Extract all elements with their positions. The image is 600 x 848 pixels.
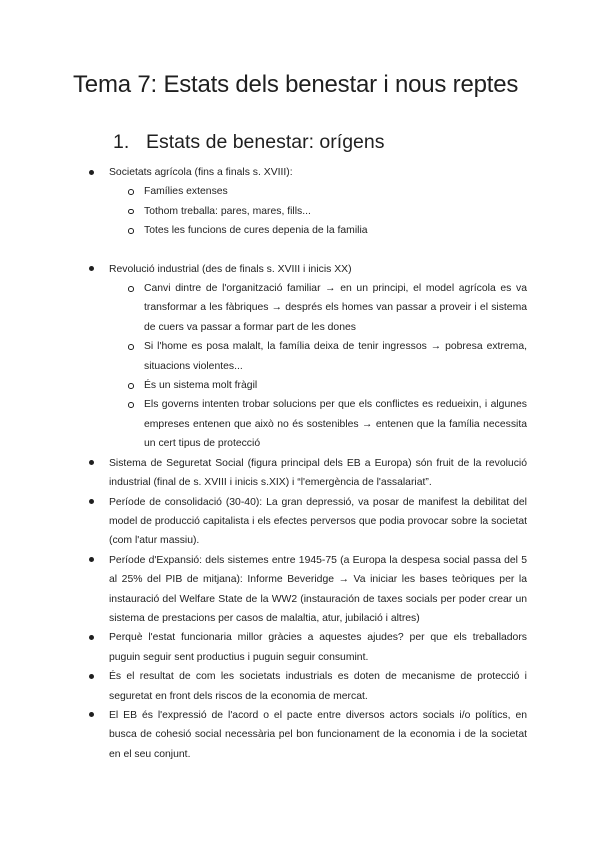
- sub-list-item: [0, 337, 600, 376]
- sub-list-item: [0, 202, 600, 221]
- sub-list-item: [0, 182, 600, 201]
- section-heading-text: Estats de benestar: orígens: [146, 131, 385, 153]
- list-item: [0, 628, 600, 667]
- bullet-dot-icon: [89, 674, 94, 679]
- bullet-dot-icon: [89, 460, 94, 465]
- bullet-dot-icon: [89, 266, 94, 271]
- list-item-text: Societats agrícola (fins a finals s. XVIII):: [109, 167, 293, 178]
- bullet-circle-icon: [128, 228, 134, 234]
- bullet-circle-icon: [128, 286, 134, 292]
- list-item: [0, 706, 600, 764]
- list-item: [0, 454, 600, 493]
- spacer: [109, 241, 527, 260]
- sub-list-item-text: Canvi dintre de l'organització familiar → en un principi, el model agrícola es va transformar a les fàbriques → després els homes van passar a proveir i el sistema de cuers va passar a formar part de les dones: [144, 283, 527, 333]
- bullet-circle-icon: [128, 402, 134, 408]
- list-item: [0, 163, 600, 260]
- sub-list-item-text: Els governs intenten trobar solucions per que els conflictes es redueixin, i algunes empreses entenen que això no és sostenibles → entenen que la família necessita un cert tipus de protecció: [144, 399, 527, 450]
- bullet-circle-icon: [128, 344, 134, 350]
- list-item-text: Període d'Expansió: dels sistemes entre 1945-75 (a Europa la despesa social passa del 5 al 25% del PIB de mitjana): Informe Beveridge → Va iniciar les bases teòriques per la instauració del Welfare State de la WW2 (instauración de taxes socials per poder crear un sistema de prestacions per casos de malaltia, atur, jubilació i altres): [109, 554, 527, 624]
- bullet-circle-icon: [128, 383, 134, 389]
- bullet-dot-icon: [89, 712, 94, 717]
- list-item-text: Perquè l'estat funcionaria millor gràcies a aquestes ajudes? per que els treballadors puguin seguir sent productius i puguin seguir consumint.: [109, 632, 527, 663]
- bullet-list-container: [0, 163, 600, 764]
- section-heading: [113, 131, 384, 154]
- list-item-text: Revolució industrial (des de finals s. XVIII i inicis XX): [109, 263, 352, 275]
- sub-list-item: [0, 395, 600, 453]
- sub-list-item-text: Si l'home es posa malalt, la família deixa de tenir ingressos → pobresa extrema, situacions violentes...: [144, 341, 527, 372]
- bullet-dot-icon: [89, 557, 94, 562]
- list-item-text: És el resultat de com les societats industrials es doten de mecanisme de protecció i seguretat en front dels riscos de la economia de mercat.: [109, 671, 527, 702]
- list-item: [0, 551, 600, 629]
- sub-list-item-text: Famílies extenses: [144, 186, 228, 198]
- sub-list-item-text: Totes les funcions de cures depenia de la familia: [144, 225, 368, 237]
- list-item-text: El EB és l'expressió de l'acord o el pacte entre diversos actors socials i/o polítics, en busca de cohesió social necessària pel bon funcionament de la economia i de la societat en el seu conjunt.: [109, 709, 527, 760]
- bullet-dot-icon: [89, 635, 94, 640]
- list-item: [0, 667, 600, 706]
- document-title: Tema 7: Estats dels benestar i nous reptes: [73, 71, 519, 98]
- sub-list: [109, 279, 527, 454]
- sub-list-item: [0, 279, 600, 337]
- bullet-list: [0, 163, 600, 764]
- bullet-dot-icon: [89, 499, 94, 504]
- list-item-text: Període de consolidació (30-40): La gran depressió, va posar de manifest la debilitat del model de producció capitalista i els efectes perversos que podia provocar sobre la societat (com l'atur massiu).: [109, 496, 527, 547]
- sub-list-item-text: És un sistema molt fràgil: [144, 380, 258, 392]
- bullet-circle-icon: [128, 209, 134, 215]
- list-item-text: Sistema de Seguretat Social (figura principal dels EB a Europa) són fruit de la revolució industrial (final de s. XVIII i inicis s.XIX) i “l'emergència de l'assalariat”.: [109, 457, 527, 489]
- sub-list-item-text: Tothom treballa: pares, mares, fills...: [144, 205, 311, 217]
- section-number: 1.: [113, 131, 130, 153]
- list-item: [0, 260, 600, 454]
- bullet-dot-icon: [89, 170, 94, 175]
- sub-list-item: [0, 376, 600, 395]
- sub-list: [109, 182, 527, 240]
- bullet-circle-icon: [128, 189, 134, 195]
- list-item: [0, 493, 600, 551]
- sub-list-item: [0, 221, 600, 240]
